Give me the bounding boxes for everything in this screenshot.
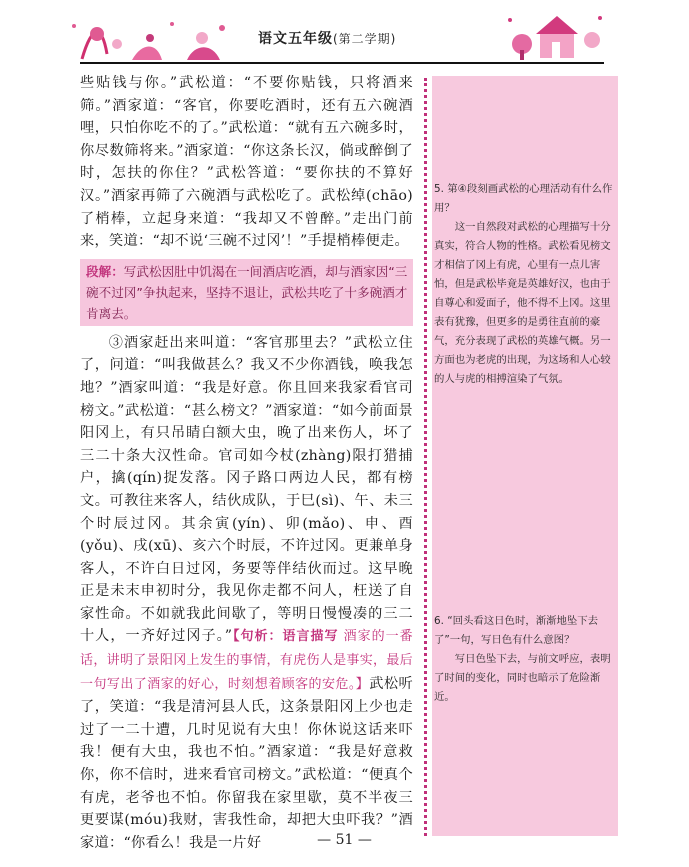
flower-decoration-icon [62,14,262,64]
note-text: 酒家的一番话，讲明了景阳冈上发生的事情，有虎伤人是事实，最后一句写出了酒家的好心，时刻想着顾客的安危。】 [80,629,413,692]
analysis-label: 段解： [86,263,124,279]
house-decoration-icon [500,10,610,65]
paragraph-analysis-box [80,259,413,326]
book-title-main: 语文五年级 [258,31,333,47]
main-text-column [80,72,413,854]
page-header [0,0,689,72]
question-5-text: 5. 第④段刻画武松的心理活动有什么作用？ [434,183,613,214]
analysis-text: 写武松因肚中饥渴在一间酒店吃酒，却与酒家因“三碗不过冈”争执起来，坚持不退让，武松共吃了十多碗酒才肯离去。 [86,263,408,321]
note-label: 【句析：语言描写 [232,629,339,645]
question-6 [434,612,614,707]
paragraph-2-end: 些贴钱与你。”武松道：“不要你贴钱，只将酒来筛。”酒家道：“客官，你要吃酒时，还有五六碗酒哩，只怕你吃不的了。”武松道：“就有五六碗多时，你尽数筛将来。”酒家道：“你这条长汉，倘或醉倒了时，怎扶的你住？”武松答道：“要你扶的不算好汉。”酒家再筛了六碗酒与武松吃了。武松绰(chāo)了梢棒，立起身来道：“我却又不曾醉。”走出门前来，笑道：“却不说‘三碗不过冈’！”手提梢棒便走。 [80,75,413,250]
paragraph-3-text: ③酒家赶出来叫道：“客官那里去？”武松立住了，问道：“叫我做甚么？我又不少你酒钱，唤我怎地？”酒家叫道：“我是好意。你且回来我家看官司榜文。”武松道：“甚么榜文？”酒家道：“如今前面景阳冈上，有只吊睛白额大虫，晚了出来伤人，坏了三二十条大汉性命。官司如今杖(zhàng)限打猎捕户，擒(qín)捉发落。冈子路口两边人民，都有榜文。可教往来客人，结伙成队，于巳(sì)、午、未三个时辰过冈。其余寅(yín)、卯(mǎo)、申、酉(yǒu)、戌(xū)、亥六个时辰，不许过冈。更兼单身客人，不许白日过冈，务要等伴结伙而过。这早晚正是未末申初时分，我见你走都不问人，枉送了自家性命。不如就我此间歇了，等明日慢慢凑的三二十人，一齐好过冈子。” [80,334,413,645]
paragraph-3-continued: 武松听了，笑道：“我是清河县人氏，这条景阳冈上少也走过了一二十遭，几时见说有大虫！你休说这话来吓我！便有大虫，我也不怕。”酒家道：“我是好意救你，你不信时，进来看官司榜文。”武松道：“便真个有虎，老爷也不怕。你留我在家里歇，莫不半夜三更要谋(móu)我财，害我性命，却把大虫吓我？”酒家道：“你看么！我是一片好 [80,675,413,851]
answer-6-text: 写日色坠下去，与前文呼应，表明了时间的变化，同时也暗示了危险渐近。 [434,653,611,703]
paragraph-3 [80,332,413,855]
answer-5-text: 这一自然段对武松的心理描写十分真实，符合人物的性格。武松看见榜文才相信了冈上有虎，心里有一点儿害怕，但是武松毕竟是英雄好汉，也由于自尊心和爱面子，他不得不上冈。这里表有犹豫，但更多的是勇往直前的豪气，充分表现了武松的英雄气概。另一方面也为老虎的出现，为这场和人心较的人与虎的相搏渲染了气氛。 [434,221,611,385]
book-title-term: (第二学期) [333,32,397,46]
question-5 [434,180,614,389]
column-divider [424,78,427,836]
book-title [258,28,396,48]
question-6-text: 6. “回头看这日色时，渐渐地坠下去了”一句，写日色有什么意图？ [434,615,599,646]
header-rule [80,62,604,64]
page-number: — 51 — [317,832,372,848]
